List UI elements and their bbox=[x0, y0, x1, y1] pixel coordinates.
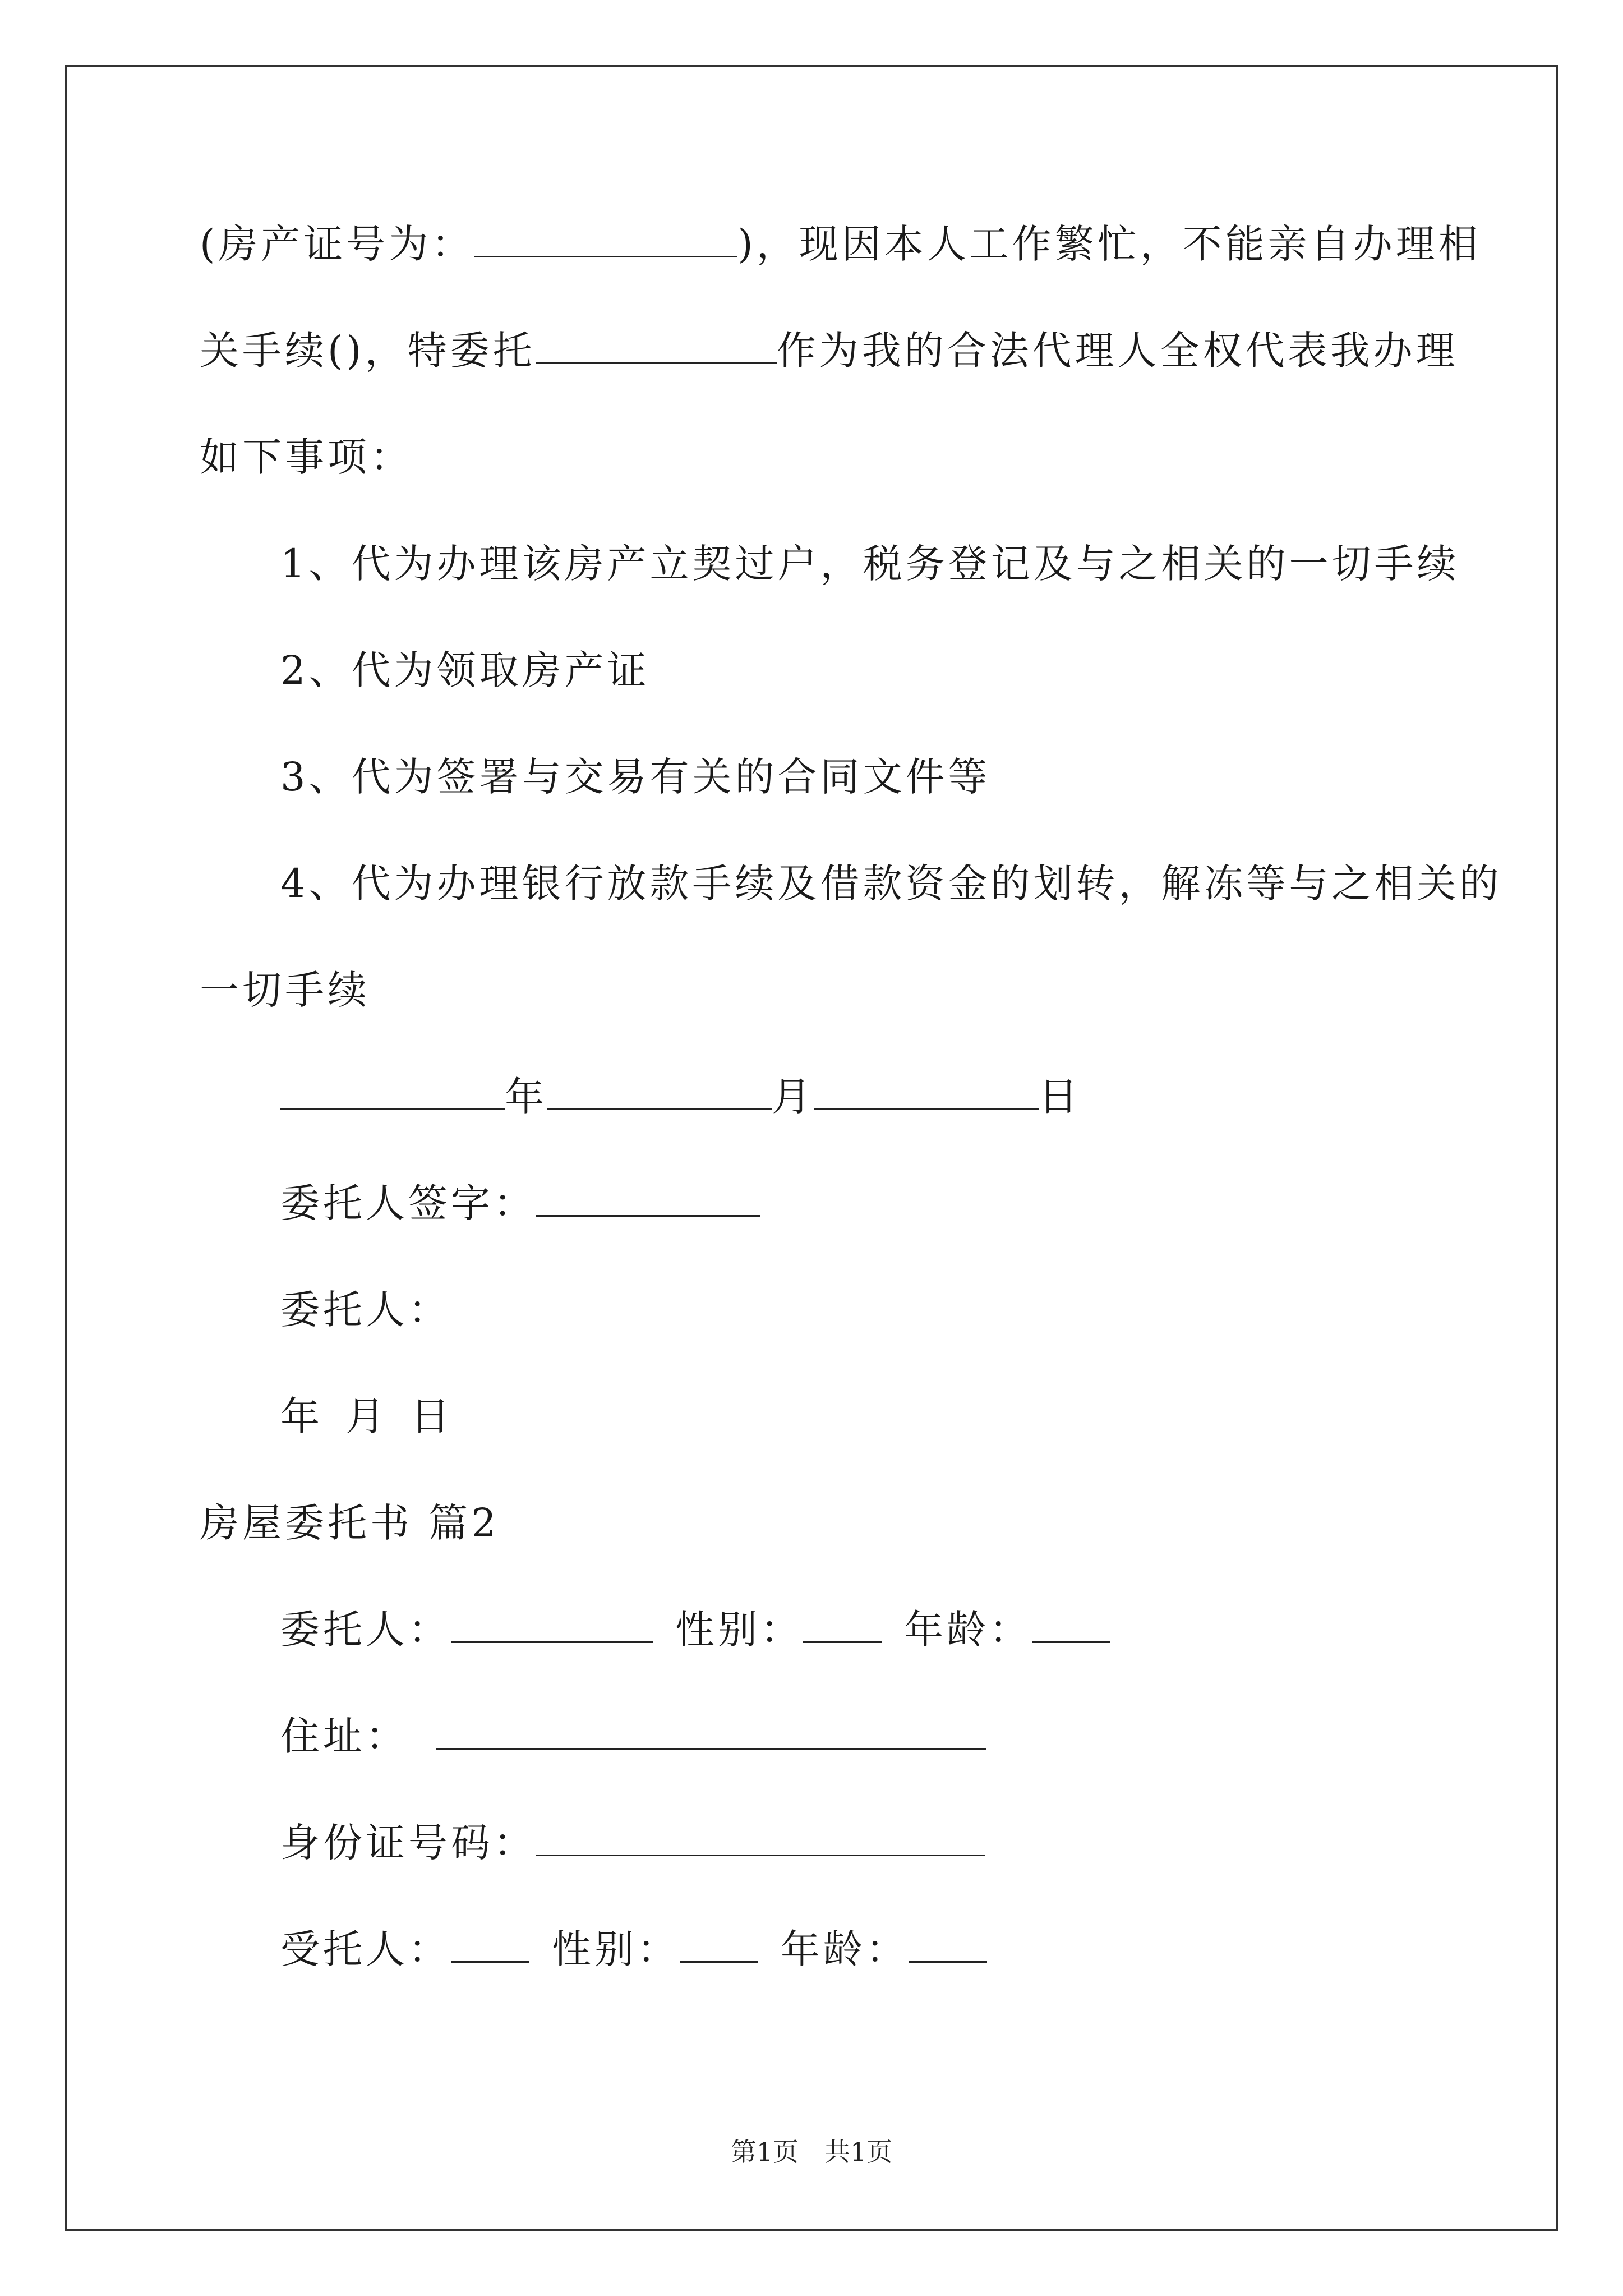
document-body bbox=[200, 191, 1502, 2003]
principal-gender-blank bbox=[803, 1608, 882, 1643]
principal-info-line bbox=[200, 1576, 1433, 1683]
item-4 bbox=[200, 830, 1502, 937]
agent-age-blank bbox=[909, 1927, 987, 1963]
item-2-text: 2、代为领取房产证 bbox=[280, 647, 650, 693]
month-blank bbox=[547, 1075, 772, 1110]
text-line-1 bbox=[200, 191, 1481, 297]
principal-age-blank bbox=[1032, 1608, 1110, 1643]
section-title: 房屋委托书 篇2 bbox=[200, 1500, 500, 1546]
id-number-line bbox=[200, 1789, 1433, 1896]
id-number-label: 身份证号码： bbox=[280, 1820, 536, 1866]
signature-label: 委托人签字： bbox=[280, 1180, 536, 1226]
address-line bbox=[200, 1683, 1433, 1789]
month-label-2: 月 bbox=[345, 1393, 388, 1439]
principal-name-blank bbox=[451, 1608, 653, 1643]
item-2 bbox=[200, 617, 1433, 724]
agent-gender-blank bbox=[680, 1927, 758, 1963]
signature-line bbox=[200, 1150, 1433, 1257]
agent-age-label: 年龄： bbox=[781, 1926, 909, 1972]
date-line bbox=[200, 1043, 1433, 1150]
year-blank bbox=[280, 1075, 505, 1110]
agent-name-blank bbox=[536, 329, 777, 364]
item-1-text: 1、代为办理该房产立契过户，税务登记及与之相关的一切手续 bbox=[280, 541, 1460, 587]
date-line-2 bbox=[200, 1363, 1433, 1470]
property-cert-blank bbox=[474, 222, 737, 257]
address-blank bbox=[436, 1714, 986, 1750]
agent-info-line bbox=[200, 1896, 1433, 2003]
agent-label: 受托人： bbox=[280, 1926, 451, 1972]
item-4-text-cont: 一切手续 bbox=[200, 967, 370, 1013]
property-cert-label: (房产证号为： bbox=[200, 221, 474, 267]
day-blank bbox=[814, 1075, 1039, 1110]
text-line-1-rest: )，现因本人工作繁忙，不能亲自办理相 bbox=[737, 221, 1481, 267]
text-line-2 bbox=[200, 297, 1459, 404]
principal-label: 委托人： bbox=[280, 1287, 451, 1333]
page-footer: 第1页 共1页 bbox=[730, 2137, 893, 2167]
text-line-3 bbox=[200, 404, 1433, 510]
day-label: 日 bbox=[1039, 1074, 1081, 1120]
text-line-2-rest: 作为我的合法代理人全权代表我办理 bbox=[776, 328, 1459, 374]
items-heading: 如下事项： bbox=[200, 434, 413, 480]
year-label: 年 bbox=[505, 1074, 547, 1120]
address-label: 住址： bbox=[280, 1713, 408, 1759]
item-4-continued bbox=[200, 937, 1433, 1043]
agent-gender-label: 性别： bbox=[552, 1926, 680, 1972]
principal-age-label: 年龄： bbox=[904, 1607, 1032, 1653]
principal-label-2: 委托人： bbox=[280, 1607, 451, 1653]
month-label: 月 bbox=[772, 1074, 814, 1120]
item-3 bbox=[200, 724, 1433, 830]
principal-gender-label: 性别： bbox=[675, 1607, 803, 1653]
id-number-blank bbox=[536, 1821, 985, 1856]
agent-name-blank-2 bbox=[451, 1927, 529, 1963]
item-1 bbox=[200, 510, 1460, 617]
text-line-2-start: 关手续()，特委托 bbox=[200, 328, 536, 374]
day-label-2: 日 bbox=[411, 1393, 453, 1439]
item-4-text: 4、代为办理银行放款手续及借款资金的划转，解冻等与之相关的 bbox=[280, 861, 1502, 907]
signature-blank bbox=[536, 1181, 760, 1217]
principal-line bbox=[200, 1257, 1433, 1363]
item-3-text: 3、代为签署与交易有关的合同文件等 bbox=[280, 754, 991, 800]
section-heading bbox=[200, 1470, 1433, 1576]
year-label-2: 年 bbox=[280, 1393, 323, 1439]
